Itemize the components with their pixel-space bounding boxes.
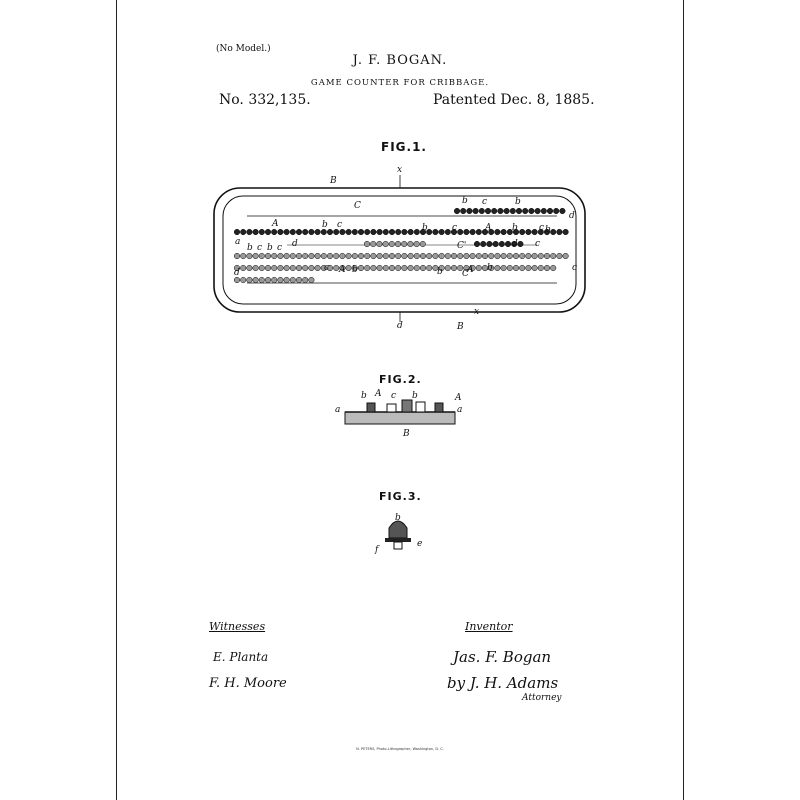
printer-credit: N. PETERS, Photo-Lithographer, Washington, D. C.	[356, 747, 444, 751]
bead	[358, 253, 364, 259]
bead	[321, 253, 327, 259]
bead	[532, 229, 538, 235]
bead	[364, 253, 370, 259]
bead	[234, 229, 240, 235]
bead	[414, 253, 420, 259]
bead	[377, 229, 383, 235]
bead	[507, 253, 513, 259]
fig1-letter: C'	[457, 241, 467, 251]
bead	[315, 265, 321, 271]
bead	[414, 241, 420, 247]
bead	[377, 253, 383, 259]
bead	[499, 241, 505, 247]
fig1-reference-letters	[234, 165, 577, 332]
bead	[389, 253, 395, 259]
bead	[507, 265, 513, 271]
bead	[487, 241, 493, 247]
patent-number: No. 332,135.	[219, 92, 311, 108]
bead	[538, 253, 544, 259]
bead	[383, 229, 389, 235]
fig1-letter: c	[539, 223, 545, 233]
bead	[479, 208, 485, 214]
bead	[491, 208, 497, 214]
witness-1-signature: E. Planta	[213, 650, 269, 664]
bead	[563, 253, 569, 259]
bead	[493, 241, 499, 247]
fig1-letter: c	[452, 223, 458, 233]
inventor-signature: Jas. F. Bogan	[453, 648, 552, 666]
bead	[290, 277, 296, 283]
bead	[278, 253, 284, 259]
fig1-letter: b	[487, 263, 493, 273]
bead	[265, 229, 271, 235]
fig1-letter: b	[267, 243, 273, 253]
bead	[467, 208, 473, 214]
bead	[495, 265, 501, 271]
bead	[364, 265, 370, 271]
fig1-letter: x	[397, 165, 403, 175]
fig1-label: FIG.1.	[381, 140, 427, 154]
bead	[451, 265, 457, 271]
fig3-letter: f	[375, 545, 379, 555]
bead	[420, 265, 426, 271]
bead	[309, 277, 315, 283]
fig1-letter: d	[397, 321, 403, 331]
fig1-letter: c	[482, 197, 488, 207]
fig1-letter: d	[234, 268, 240, 278]
bead	[259, 265, 265, 271]
fig2-letter: a	[335, 405, 341, 415]
bead	[389, 241, 395, 247]
bead	[296, 253, 302, 259]
bead	[501, 265, 507, 271]
bead	[464, 253, 470, 259]
bead	[495, 229, 501, 235]
bead	[377, 241, 383, 247]
fig1-letter: C	[354, 201, 361, 211]
bead	[296, 229, 302, 235]
bead	[414, 265, 420, 271]
fig2-letter: A	[375, 389, 382, 399]
bead	[433, 229, 439, 235]
bead	[389, 265, 395, 271]
fig3-letter: e	[417, 539, 423, 549]
bead	[278, 277, 284, 283]
bead	[340, 253, 346, 259]
bead	[439, 253, 445, 259]
bead	[557, 229, 563, 235]
bead	[460, 208, 466, 214]
fig1-letter: A	[272, 219, 279, 229]
fig3-counter-peg	[374, 513, 422, 555]
bead	[445, 265, 451, 271]
bead	[544, 265, 550, 271]
bead	[271, 229, 277, 235]
bead	[352, 253, 358, 259]
bead	[247, 253, 253, 259]
bead	[247, 265, 253, 271]
bead	[519, 229, 525, 235]
fig2-letter: B	[403, 429, 410, 439]
fig1-letter: c	[572, 263, 578, 273]
bead	[498, 208, 504, 214]
bead	[371, 253, 377, 259]
fig1-letter: c	[535, 239, 541, 249]
bead	[563, 229, 569, 235]
bead	[445, 253, 451, 259]
bead	[377, 265, 383, 271]
bead	[532, 265, 538, 271]
bead	[302, 265, 308, 271]
patent-drawing	[117, 0, 683, 800]
bead	[234, 253, 240, 259]
bead	[547, 208, 553, 214]
bead	[426, 253, 432, 259]
fig1-letter: C	[462, 269, 469, 279]
fig1-letter: c	[337, 220, 343, 230]
bead	[358, 265, 364, 271]
bead	[321, 229, 327, 235]
bead	[526, 265, 532, 271]
bead	[550, 229, 556, 235]
witness-2-signature: F. H. Moore	[209, 676, 287, 691]
bead	[408, 265, 414, 271]
bead	[544, 253, 550, 259]
bead	[401, 241, 407, 247]
bead	[364, 229, 370, 235]
bead	[284, 265, 290, 271]
fig1-letter: b	[545, 225, 551, 235]
bead	[265, 265, 271, 271]
bead	[371, 229, 377, 235]
bead	[476, 265, 482, 271]
bead	[234, 277, 240, 283]
bead	[265, 253, 271, 259]
bead	[395, 253, 401, 259]
bead	[395, 229, 401, 235]
fig1-letter: A	[467, 265, 474, 275]
bead	[480, 241, 486, 247]
bead	[265, 277, 271, 283]
bead	[485, 208, 491, 214]
bead	[518, 241, 524, 247]
fig3-label: FIG.3.	[379, 490, 422, 503]
bead	[395, 265, 401, 271]
bead	[259, 253, 265, 259]
bead	[296, 277, 302, 283]
bead	[240, 277, 246, 283]
bead	[278, 265, 284, 271]
fig2-letter: b	[361, 391, 367, 401]
bead	[278, 229, 284, 235]
attorney-label: Attorney	[522, 693, 562, 703]
fig1-letter: x	[474, 307, 480, 317]
bead	[346, 265, 352, 271]
bead	[408, 253, 414, 259]
bead	[352, 229, 358, 235]
bead	[302, 253, 308, 259]
bead	[284, 277, 290, 283]
bead	[309, 253, 315, 259]
fig2-letter: b	[412, 391, 418, 401]
bead	[383, 265, 389, 271]
fig1-letter: b	[437, 267, 443, 277]
bead	[370, 241, 376, 247]
bead	[284, 229, 290, 235]
witnesses-label: Witnesses	[209, 620, 266, 633]
bead	[271, 265, 277, 271]
bead	[439, 229, 445, 235]
fig2-letter: A	[455, 393, 462, 403]
bead	[451, 253, 457, 259]
fig1-letter: b	[352, 265, 358, 275]
bead	[553, 208, 559, 214]
bead	[420, 241, 426, 247]
bead	[327, 229, 333, 235]
bead	[538, 265, 544, 271]
bead	[309, 265, 315, 271]
fig1-letter: B	[330, 176, 337, 186]
fig2-letter: a	[457, 405, 463, 415]
fig2-label: FIG.2.	[379, 373, 422, 386]
bead	[259, 229, 265, 235]
bead	[557, 253, 563, 259]
bead	[501, 253, 507, 259]
bead	[501, 229, 507, 235]
fig1-letter: a	[235, 237, 241, 247]
bead	[271, 277, 277, 283]
fig1-letter: d	[569, 211, 575, 221]
fig1-bead-rows	[234, 208, 568, 283]
bead	[389, 229, 395, 235]
bead	[383, 241, 389, 247]
bead	[510, 208, 516, 214]
bead	[519, 265, 525, 271]
no-model-note: (No Model.)	[216, 44, 271, 54]
bead	[383, 253, 389, 259]
bead	[309, 229, 315, 235]
bead	[247, 229, 253, 235]
bead	[513, 265, 519, 271]
bead	[240, 265, 246, 271]
bead	[327, 253, 333, 259]
bead	[426, 265, 432, 271]
fig1-letter: b	[462, 196, 468, 206]
bead	[473, 208, 479, 214]
bead	[402, 253, 408, 259]
bead	[474, 241, 480, 247]
fig1-letter: b	[512, 223, 518, 233]
bead	[371, 265, 377, 271]
bead	[488, 253, 494, 259]
patent-date: Patented Dec. 8, 1885.	[433, 92, 595, 108]
bead	[253, 277, 259, 283]
bead	[290, 253, 296, 259]
fig1-letter: c	[277, 243, 283, 253]
bead	[408, 229, 414, 235]
inventor-label: Inventor	[465, 620, 513, 633]
bead	[541, 208, 547, 214]
bead	[408, 241, 414, 247]
bead	[550, 253, 556, 259]
bead	[271, 253, 277, 259]
bead	[302, 229, 308, 235]
bead	[247, 277, 253, 283]
bead	[470, 229, 476, 235]
fig2-letter: c	[391, 391, 397, 401]
bead	[526, 253, 532, 259]
bead	[513, 253, 519, 259]
bead	[402, 265, 408, 271]
fig1-letter: c	[324, 263, 330, 273]
bead	[550, 265, 556, 271]
bead	[253, 265, 259, 271]
inventor-name-heading: J. F. BOGAN.	[352, 53, 448, 68]
bead	[364, 241, 370, 247]
bead	[340, 229, 346, 235]
bead	[457, 253, 463, 259]
fig1-letter: b	[322, 220, 328, 230]
bead	[529, 208, 535, 214]
patent-sheet	[116, 0, 684, 800]
bead	[358, 229, 364, 235]
bead	[296, 265, 302, 271]
fig3-letter: b	[395, 513, 401, 523]
bead	[526, 229, 532, 235]
bead	[253, 229, 259, 235]
patent-title: GAME COUNTER FOR CRIBBAGE.	[310, 78, 490, 88]
bead	[516, 208, 522, 214]
attorney-signature: by J. H. Adams	[447, 674, 559, 692]
bead	[560, 208, 566, 214]
bead	[284, 253, 290, 259]
bead	[259, 277, 265, 283]
bead	[420, 253, 426, 259]
fig1-letter: B	[457, 322, 464, 332]
bead	[482, 253, 488, 259]
fig1-letter: c	[257, 243, 263, 253]
bead	[476, 229, 482, 235]
fig2-section-view	[335, 389, 462, 439]
bead	[290, 265, 296, 271]
fig1-letter: d	[292, 239, 298, 249]
bead	[240, 229, 246, 235]
bead	[414, 229, 420, 235]
bead	[240, 253, 246, 259]
bead	[519, 253, 525, 259]
bead	[522, 208, 528, 214]
bead	[476, 253, 482, 259]
fig1-letter: d	[512, 239, 518, 249]
bead	[402, 229, 408, 235]
bead	[535, 208, 541, 214]
bead	[470, 253, 476, 259]
fig1-letter: b	[422, 223, 428, 233]
bead	[346, 229, 352, 235]
bead	[302, 277, 308, 283]
bead	[433, 253, 439, 259]
bead	[315, 229, 321, 235]
bead	[445, 229, 451, 235]
bead	[464, 229, 470, 235]
bead	[290, 229, 296, 235]
bead	[505, 241, 511, 247]
fig1-letter: b	[247, 243, 253, 253]
fig1-cribbage-board	[214, 165, 585, 332]
bead	[454, 208, 460, 214]
bead	[457, 229, 463, 235]
bead	[504, 208, 510, 214]
fig1-letter: A	[485, 223, 492, 233]
bead	[333, 253, 339, 259]
bead	[395, 241, 401, 247]
bead	[253, 253, 259, 259]
fig1-letter: b	[515, 197, 521, 207]
fig1-letter: A	[339, 265, 346, 275]
bead	[333, 229, 339, 235]
bead	[495, 253, 501, 259]
bead	[346, 253, 352, 259]
bead	[315, 253, 321, 259]
bead	[532, 253, 538, 259]
